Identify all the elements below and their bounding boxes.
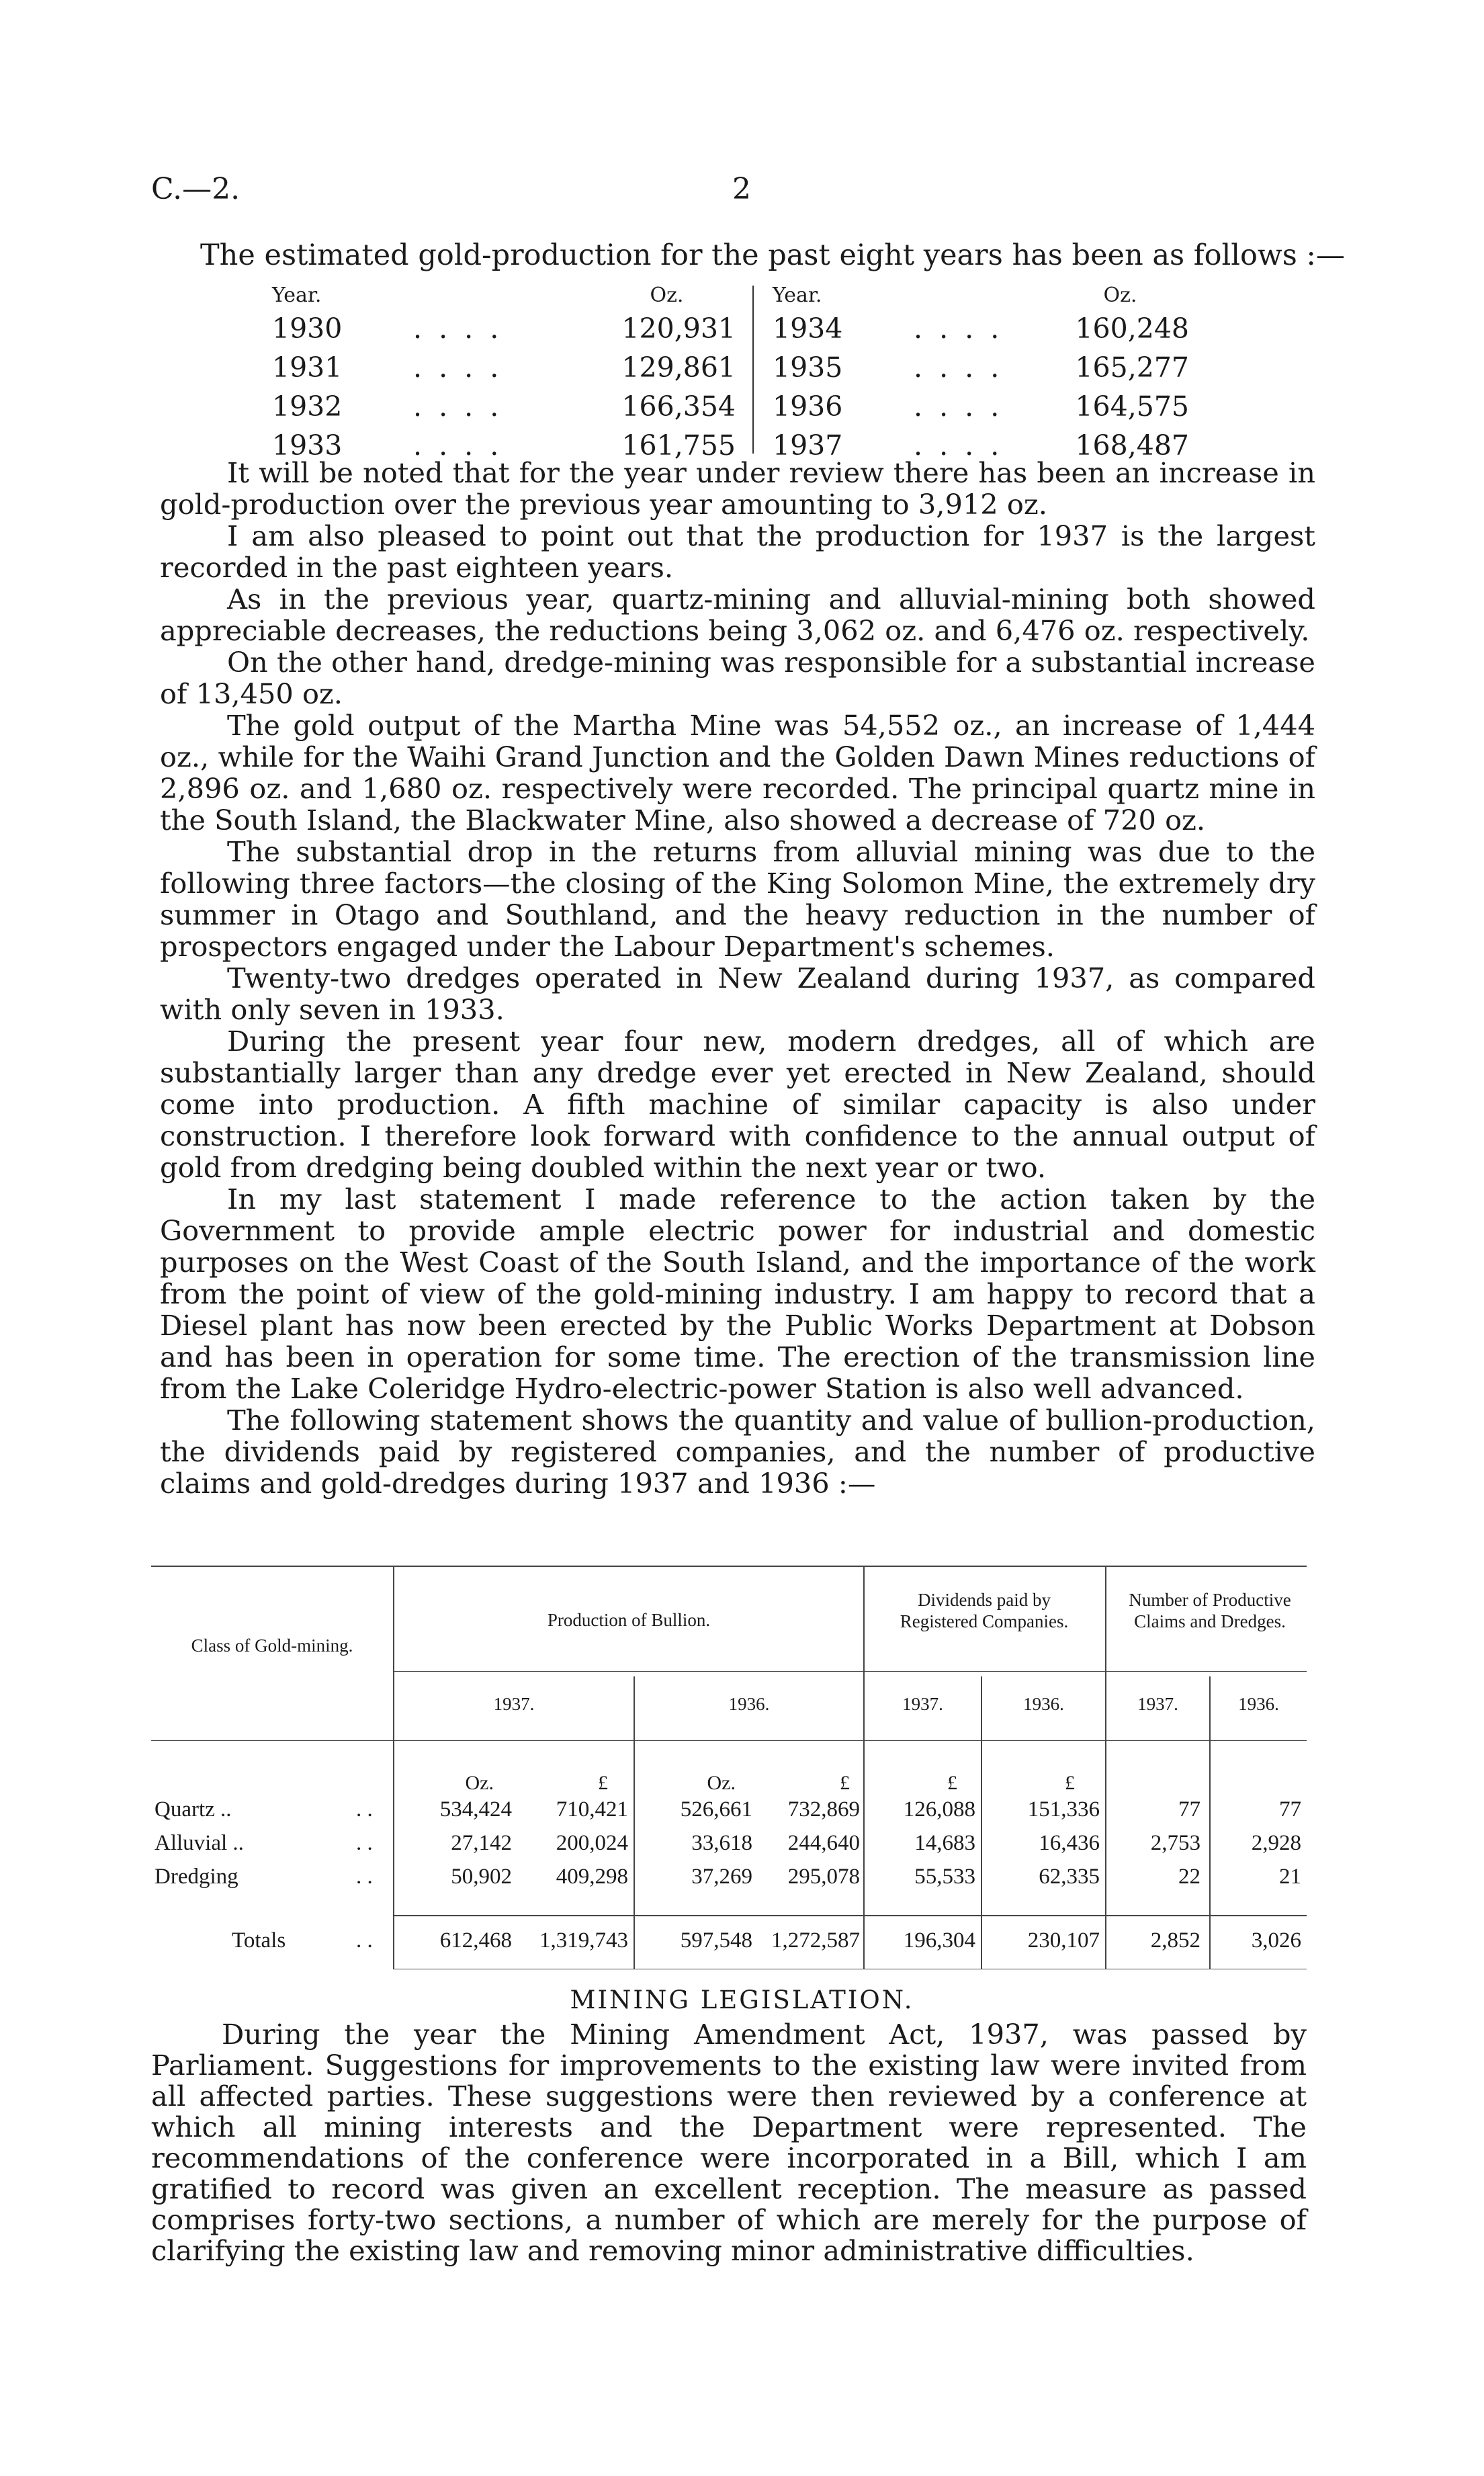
oz-1936: 37,269 <box>691 1865 752 1889</box>
total-claims-1936: 3,026 <box>1251 1928 1301 1953</box>
oz-cell: 160,248 <box>1075 312 1189 345</box>
paragraph: The substantial drop in the returns from alluvial mining was due to the following three factors—the closing of the King Solomon Mine, the extremely dry summer in Otago and Southland, and the heavy reduction in the number of prospectors engaged under the Labour Department's schemes. <box>160 835 1315 963</box>
year-cell: 1931 <box>272 351 343 384</box>
row-label-alluvial: Alluvial .. <box>155 1831 244 1855</box>
unit-pound: £ <box>598 1772 608 1794</box>
oz-cell: 161,755 <box>621 429 736 462</box>
unit-pound: £ <box>947 1772 957 1794</box>
value-1937: 409,298 <box>556 1865 628 1889</box>
legislation-text <box>151 2019 1307 2266</box>
leader-dots: . . <box>356 1797 373 1822</box>
dividend-1937: 126,088 <box>903 1797 975 1822</box>
oz-1937: 27,142 <box>451 1831 512 1855</box>
column-rule <box>981 1676 982 1969</box>
oz-1937: 534,424 <box>439 1797 512 1822</box>
oz-header: Oz. <box>1103 284 1137 307</box>
table-top-rule <box>151 1566 1307 1567</box>
year-header: Year. <box>773 284 822 307</box>
leader-dots: . . <box>356 1928 373 1953</box>
column-rule <box>863 1566 865 1969</box>
oz-cell: 165,277 <box>1075 351 1189 384</box>
paragraph: On the other hand, dredge-mining was responsible for a substantial increase of 13,450 oz. <box>160 646 1315 710</box>
claims-header: Number of Productive Claims and Dredges. <box>1129 1590 1291 1631</box>
paragraph: During the present year four new, modern dredges, all of which are substantially larger than any dredge ever yet erected in New Zealand, should come into production. A fifth machine of similar capacity is also under construction. I therefore look forward with confidence to the annual output of gold from dredging being doubled within the next year or two. <box>160 1025 1315 1184</box>
total-value-1936: 1,272,587 <box>771 1928 860 1953</box>
row-label-totals: Totals <box>232 1928 286 1953</box>
row-label-dredging: Dredging <box>155 1865 238 1889</box>
unit-pound: £ <box>840 1772 850 1794</box>
year-header-1936: 1936. <box>1023 1694 1064 1714</box>
oz-header: Oz. <box>650 284 684 307</box>
claims-1937: 22 <box>1178 1865 1201 1889</box>
oz-column-right <box>1051 282 1189 465</box>
oz-cell: 120,931 <box>621 312 736 345</box>
value-1936: 295,078 <box>787 1865 860 1889</box>
paragraph: The gold output of the Martha Mine was 54,552 oz., an increase of 1,444 oz., while for the Waihi Grand Junction and the Golden Dawn Mines reductions of 2,896 oz. and 1,680 oz. respectively were recorded. The principal quartz mine in the South Island, the Blackwater Mine, also showed a decrease of 720 oz. <box>160 709 1315 837</box>
oz-1936: 526,661 <box>680 1797 752 1822</box>
oz-1937: 50,902 <box>451 1865 512 1889</box>
value-1937: 710,421 <box>556 1797 628 1822</box>
value-1937: 200,024 <box>556 1831 628 1855</box>
body-text <box>160 457 1315 1499</box>
value-1936: 732,869 <box>787 1797 860 1822</box>
total-value-1937: 1,319,743 <box>539 1928 628 1953</box>
leader-dots-right: . . . . . . . . . . . . . . . . <box>914 312 1004 462</box>
dividend-1936: 151,336 <box>1027 1797 1100 1822</box>
value-1936: 244,640 <box>787 1831 860 1855</box>
oz-column-left <box>598 282 736 465</box>
header-bottom-rule <box>151 1740 1307 1741</box>
unit-pound: £ <box>1065 1772 1075 1794</box>
column-rule <box>634 1676 635 1969</box>
year-header-1936: 1936. <box>1238 1694 1279 1714</box>
paragraph: Twenty-two dredges operated in New Zealand during 1937, as compared with only seven in 1933. <box>160 962 1315 1026</box>
dividend-1936: 16,436 <box>1039 1831 1100 1855</box>
unit-oz: Oz. <box>707 1772 736 1794</box>
oz-cell: 164,575 <box>1075 390 1189 423</box>
year-header-1936: 1936. <box>728 1694 770 1714</box>
dividends-header: Dividends paid by Registered Companies. <box>900 1590 1069 1631</box>
year-header-1937: 1937. <box>493 1694 535 1714</box>
claims-1936: 77 <box>1279 1797 1301 1822</box>
year-header-1937: 1937. <box>902 1694 943 1714</box>
paragraph: As in the previous year, quartz-mining and alluvial-mining both showed appreciable decreases, the reductions being 3,062 oz. and 6,476 oz. respectively. <box>160 583 1315 647</box>
total-oz-1937: 612,468 <box>439 1928 512 1953</box>
paragraph: In my last statement I made reference to the action taken by the Government to provide ample electric power for industrial and domestic purposes on the West Coast of the South Island, and the importance of the work from the point of view of the gold-mining industry. I am happy to record that a Diesel plant has now been erected by the Public Works Department at Dobson and has been in operation for some time. The erection of the transmission line from the Lake Coleridge Hydro-electric-power Station is also well advanced. <box>160 1183 1315 1405</box>
claims-1936: 21 <box>1279 1865 1301 1889</box>
totals-rule <box>393 1915 1307 1916</box>
year-cell: 1935 <box>773 351 843 384</box>
claims-1937: 2,753 <box>1150 1831 1201 1855</box>
dividend-1937: 55,533 <box>914 1865 975 1889</box>
claims-1936: 2,928 <box>1251 1831 1301 1855</box>
bullion-production-table <box>151 1562 1307 1975</box>
dividend-1937: 14,683 <box>914 1831 975 1855</box>
page-number: 2 <box>732 172 751 206</box>
claims-1937: 77 <box>1178 1797 1201 1822</box>
oz-cell: 166,354 <box>621 390 736 423</box>
row-label-quartz: Quartz .. <box>155 1797 232 1822</box>
leader-dots-left: . . . . . . . . . . . . . . . . <box>413 312 503 462</box>
document-reference: C.—2. <box>151 172 241 206</box>
year-header: Year. <box>272 284 322 307</box>
paragraph: The following statement shows the quantity and value of bullion-production, the dividends paid by registered companies, and the number of productive claims and gold-dredges during 1937 and 1936 :— <box>160 1404 1315 1500</box>
table-divider <box>752 286 754 454</box>
year-column-right <box>773 282 842 465</box>
paragraph: I am also pleased to point out that the production for 1937 is the largest recorded in the past eighteen years. <box>160 519 1315 584</box>
year-cell: 1932 <box>272 390 343 423</box>
year-cell: 1934 <box>773 312 843 345</box>
column-rule <box>1209 1676 1211 1969</box>
oz-1936: 33,618 <box>691 1831 752 1855</box>
total-dividend-1937: 196,304 <box>903 1928 975 1953</box>
year-header-1937: 1937. <box>1137 1694 1178 1714</box>
leader-dots: . . <box>356 1865 373 1889</box>
total-dividend-1936: 230,107 <box>1027 1928 1100 1953</box>
paragraph: During the year the Mining Amendment Act, 1937, was passed by Parliament. Suggestions for improvements to the existing law were invited from all affected parties. These suggestions were then reviewed by a conference at which all mining interests and the Department were represented. The recommendations of the conference were incorporated in a Bill, which I am gratified to record was given an excellent reception. The measure as passed comprises forty-two sections, a number of which are merely for the purpose of clarifying the existing law and removing minor administrative difficulties. <box>151 2018 1307 2267</box>
year-cell: 1937 <box>773 429 843 462</box>
year-cell: 1933 <box>272 429 343 462</box>
total-oz-1936: 597,548 <box>680 1928 752 1953</box>
page-header <box>151 172 1333 212</box>
unit-oz: Oz. <box>465 1772 494 1794</box>
section-title: MINING LEGISLATION. <box>570 1986 914 2014</box>
oz-cell: 129,861 <box>621 351 736 384</box>
class-header: Class of Gold-mining. <box>191 1635 353 1656</box>
total-claims-1937: 2,852 <box>1150 1928 1201 1953</box>
year-column-left <box>272 282 342 465</box>
production-header: Production of Bullion. <box>547 1610 711 1630</box>
oz-cell: 168,487 <box>1075 429 1189 462</box>
header-subrule <box>393 1671 1307 1672</box>
paragraph: It will be noted that for the year under review there has been an increase in gold-production over the previous year amounting to 3,912 oz. <box>160 456 1315 521</box>
year-cell: 1936 <box>773 390 843 423</box>
intro-sentence: The estimated gold-production for the past eight years has been as follows :— <box>200 239 1345 272</box>
dividend-1936: 62,335 <box>1039 1865 1100 1889</box>
year-cell: 1930 <box>272 312 343 345</box>
column-rule <box>1105 1566 1106 1969</box>
leader-dots: . . <box>356 1831 373 1855</box>
